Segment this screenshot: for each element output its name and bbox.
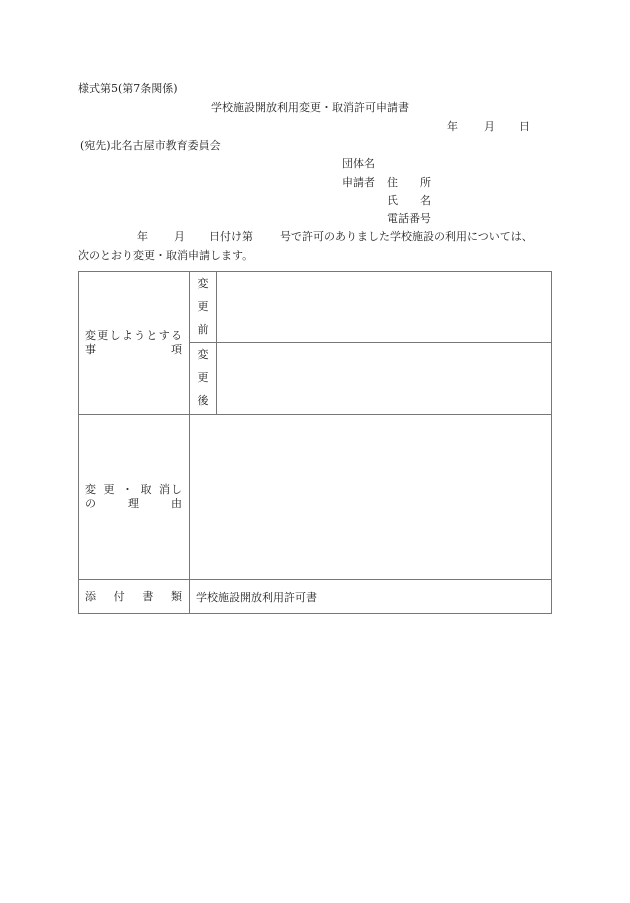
form-number: 様式第5(第7条関係) <box>78 82 178 95</box>
applicant-label: 申請者 <box>342 176 375 189</box>
change-item-label-line2: 事 項 <box>85 343 183 356</box>
attachment-label: 添 付 書 類 <box>85 589 183 603</box>
attachment-label-cell <box>79 580 190 614</box>
change-item-label-line1: 変 更 し よ う と す る <box>85 329 183 342</box>
body-line-2: 次のとおり変更・取消申請します。 <box>78 249 254 262</box>
body-line1-rest: 号で許可のありました学校施設の利用については、 <box>280 230 533 243</box>
addressee: (宛先)北名古屋市教育委員会 <box>80 139 221 152</box>
reason-label-cell <box>79 415 190 580</box>
after-change-field[interactable] <box>217 343 552 415</box>
change-item-label-cell <box>79 272 190 415</box>
body-day-label: 日付け第 <box>209 230 253 243</box>
date-day-label: 日 <box>519 120 530 133</box>
before-change-field[interactable] <box>217 272 552 343</box>
document-title: 学校施設開放利用変更・取消許可申請書 <box>211 101 409 114</box>
name-label: 氏 名 <box>387 194 431 207</box>
phone-label: 電話番号 <box>387 212 431 225</box>
after-change-label: 変 更 後 <box>190 343 217 415</box>
date-month-label: 月 <box>484 120 495 133</box>
group-name-label: 団体名 <box>342 157 375 170</box>
before-change-label: 変 更 前 <box>190 272 217 343</box>
body-year-label: 年 <box>137 230 148 243</box>
reason-label-line2: の 理 由 <box>85 497 183 510</box>
reason-field[interactable] <box>190 415 552 580</box>
application-table <box>78 271 552 614</box>
reason-label-line1: 変 更 ・ 取 消し <box>85 483 183 496</box>
date-year-label: 年 <box>447 120 458 133</box>
attachment-value: 学校施設開放利用許可書 <box>190 580 552 614</box>
address-label: 住 所 <box>387 176 431 189</box>
body-month-label: 月 <box>174 230 185 243</box>
